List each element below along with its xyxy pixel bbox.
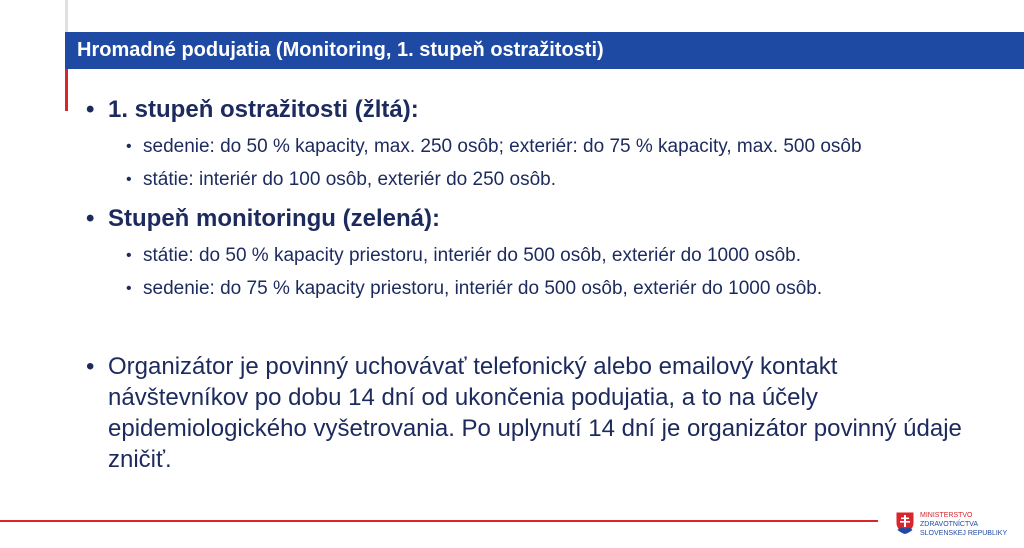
list-item-text: státie: do 50 % kapacity priestoru, interiér do 500 osôb, exteriér do 1000 osôb. — [143, 245, 802, 266]
list-item — [86, 239, 1006, 272]
list-item-text: státie: interiér do 100 osôb, exteriér do 250 osôb. — [143, 169, 556, 190]
logo-text — [920, 511, 1007, 538]
bullet-icon: • — [126, 138, 132, 155]
section-heading — [86, 201, 1006, 237]
bullet-icon: • — [126, 280, 132, 297]
organizer-paragraph — [86, 351, 968, 475]
ministry-logo — [895, 510, 1024, 544]
section-heading — [86, 92, 1006, 128]
paragraph-text: Organizátor je povinný uchovávať telefonický alebo emailový kontakt návštevníkov po dobu 14 dní od ukončenia podujatia, a to na účely epidemiologického vyšetrovania. Po uplynutí 14 dní je organizátor povinný údaje zničiť. — [108, 353, 962, 473]
section-heading-text: Stupeň monitoringu (zelená): — [108, 205, 440, 232]
title-bar — [65, 32, 1024, 69]
section-heading-text: 1. stupeň ostražitosti (žltá): — [108, 96, 419, 123]
bullet-icon: • — [126, 171, 132, 188]
list-item — [86, 272, 1006, 305]
logo-line-1: MINISTERSTVO — [920, 512, 973, 519]
list-item — [86, 130, 1006, 163]
bullet-icon: • — [126, 247, 132, 264]
slide-content — [86, 92, 1006, 475]
bullet-icon: • — [86, 205, 95, 232]
slide-title: Hromadné podujatia (Monitoring, 1. stupeň ostražitosti) — [77, 39, 604, 61]
list-item — [86, 163, 1006, 196]
bullet-icon: • — [86, 96, 95, 123]
left-accent-line — [65, 69, 68, 111]
footer-divider — [0, 520, 878, 522]
list-item-text: sedenie: do 50 % kapacity, max. 250 osôb; exteriér: do 75 % kapacity, max. 500 osôb — [143, 136, 862, 157]
bullet-icon: • — [86, 353, 95, 380]
top-divider — [65, 0, 68, 32]
coat-of-arms-icon — [895, 511, 915, 535]
list-item-text: sedenie: do 75 % kapacity priestoru, interiér do 500 osôb, exteriér do 1000 osôb. — [143, 278, 823, 299]
logo-line-2: ZDRAVOTNÍCTVA — [920, 521, 979, 528]
logo-line-3: SLOVENSKEJ REPUBLIKY — [920, 530, 1008, 537]
